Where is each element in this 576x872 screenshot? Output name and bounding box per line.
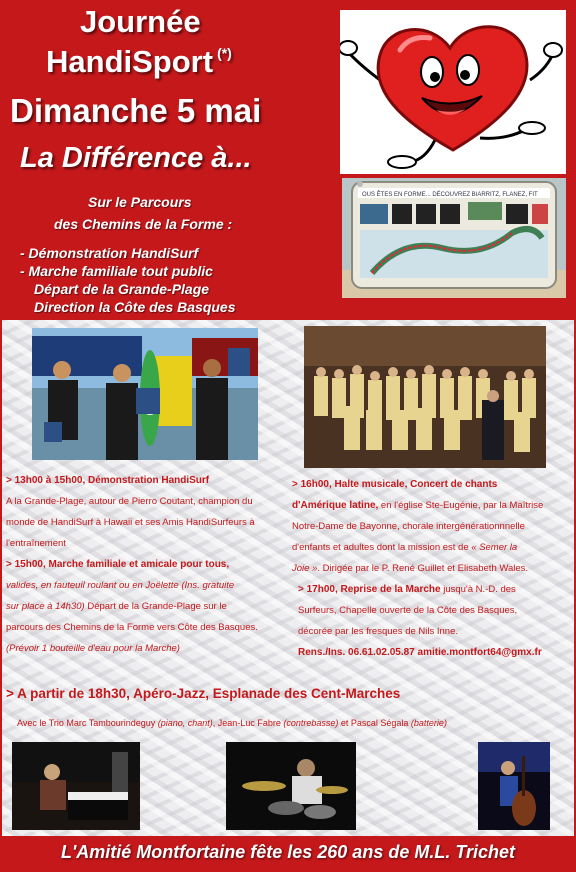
parcours-item-direction: Direction la Côte des Basques (34, 299, 236, 315)
contact-info: Rens./Ins. 06.61.02.05.87 amitie.montfort64@gmx.fr (298, 647, 542, 658)
concert-desc-4: . Dirigée par le P. René Guillet et Elisabeth Wales. (317, 563, 529, 574)
parcours-intro-1: Sur le Parcours (88, 194, 192, 210)
parcours-intro-2: des Chemins de la Forme : (54, 216, 233, 232)
parcours-item-marche: - Marche familiale tout public (20, 263, 213, 279)
concert-quote-2: Joie » (292, 563, 318, 574)
marche-desc-3: parcours des Chemins de la Forme vers Côte des Basques. (6, 622, 258, 633)
marche-desc-1: valides, en fauteuil roulant ou en Joëlette (Ins. gratuite (6, 580, 235, 591)
apero-jazz-heading: > A partir de 18h30, Apéro-Jazz, Esplanade des Cent-Marches (6, 686, 401, 701)
concert-quote-1: « Semer la (471, 542, 518, 553)
asterisk-note: (*) (217, 45, 232, 61)
reprise-desc-2: Surfeurs, Chapelle ouverte de la Côte des Basques, (298, 605, 518, 616)
heart-mascot-image (340, 10, 566, 174)
trio-text-1: Avec le Trio Marc Tambourindeguy (17, 718, 158, 728)
choir-photo (304, 326, 546, 468)
title-journee: Journée (80, 4, 201, 39)
piano-photo (12, 742, 140, 830)
right-program-column (292, 474, 574, 663)
handisurf-heading: > 13h00 à 15h00, Démonstration HandiSurf (6, 475, 210, 486)
marche-water-note: (Prévoir 1 bouteille d'eau pour la Marche) (6, 643, 180, 654)
handisurf-photo (32, 328, 258, 460)
concert-heading-2: d'Amérique latine, (292, 500, 379, 511)
handisurf-desc-2: monde de HandiSurf à Hawaii et ses Amis HandiSurfeurs à (6, 517, 255, 528)
reprise-heading: > 17h00, Reprise de la Marche (298, 584, 441, 595)
map-sign-headline: OUS ÊTES EN FORME... DÉCOUVREZ BIARRITZ, FLANEZ, FIT (362, 192, 538, 198)
event-date: Dimanche 5 mai (10, 92, 262, 129)
concert-heading: > 16h00, Halte musicale, Concert de chants (292, 479, 498, 490)
title-handisport (46, 44, 232, 80)
title-handisport-text: HandiSport (46, 44, 214, 79)
contrabass-photo (478, 742, 550, 830)
trio-text-2: , Jean-Luc Fabre (212, 718, 284, 728)
trio-line (17, 718, 447, 728)
trio-role-1: (piano, chant) (157, 718, 213, 728)
slogan: La Différence à... (20, 142, 252, 174)
marche-heading: > 15h00, Marche familiale et amicale pour tous, (6, 559, 230, 570)
concert-desc-3: d'enfants et adultes dont la mission est de (292, 542, 472, 553)
footer-banner: L'Amitié Montfortaine fête les 260 ans de M.L. Trichet (60, 842, 516, 862)
reprise-desc-1: jusqu'à N.-D. des (440, 584, 516, 595)
parcours-item-depart: Départ de la Grande-Plage (34, 281, 210, 297)
left-program-column (6, 470, 290, 659)
marche-desc-2: Départ de la Grande-Plage sur le (84, 601, 227, 612)
parcours-map-sign-image (342, 178, 566, 298)
marche-desc-2-italic: sur place à 14h30) (6, 601, 85, 612)
trio-text-3: et Pascal Ségala (338, 718, 411, 728)
concert-desc-2: Notre-Dame de Bayonne, chorale intergénérationnnelle (292, 521, 525, 532)
concert-desc-1: en l'église Ste-Eugénie, par la Maîtrise (378, 500, 544, 511)
trio-role-3: (batterie) (410, 718, 447, 728)
parcours-item-handisurf: - Démonstration HandiSurf (20, 245, 199, 261)
handisurf-desc-1: A la Grande-Plage, autour de Pierro Coutant, champion du (6, 496, 253, 507)
trio-role-2: (contrebasse) (283, 718, 339, 728)
drums-photo (226, 742, 356, 830)
reprise-desc-3: décorée par les fresques de Nils Inne. (298, 626, 459, 637)
handisurf-desc-3: l'entraînement (6, 538, 66, 549)
